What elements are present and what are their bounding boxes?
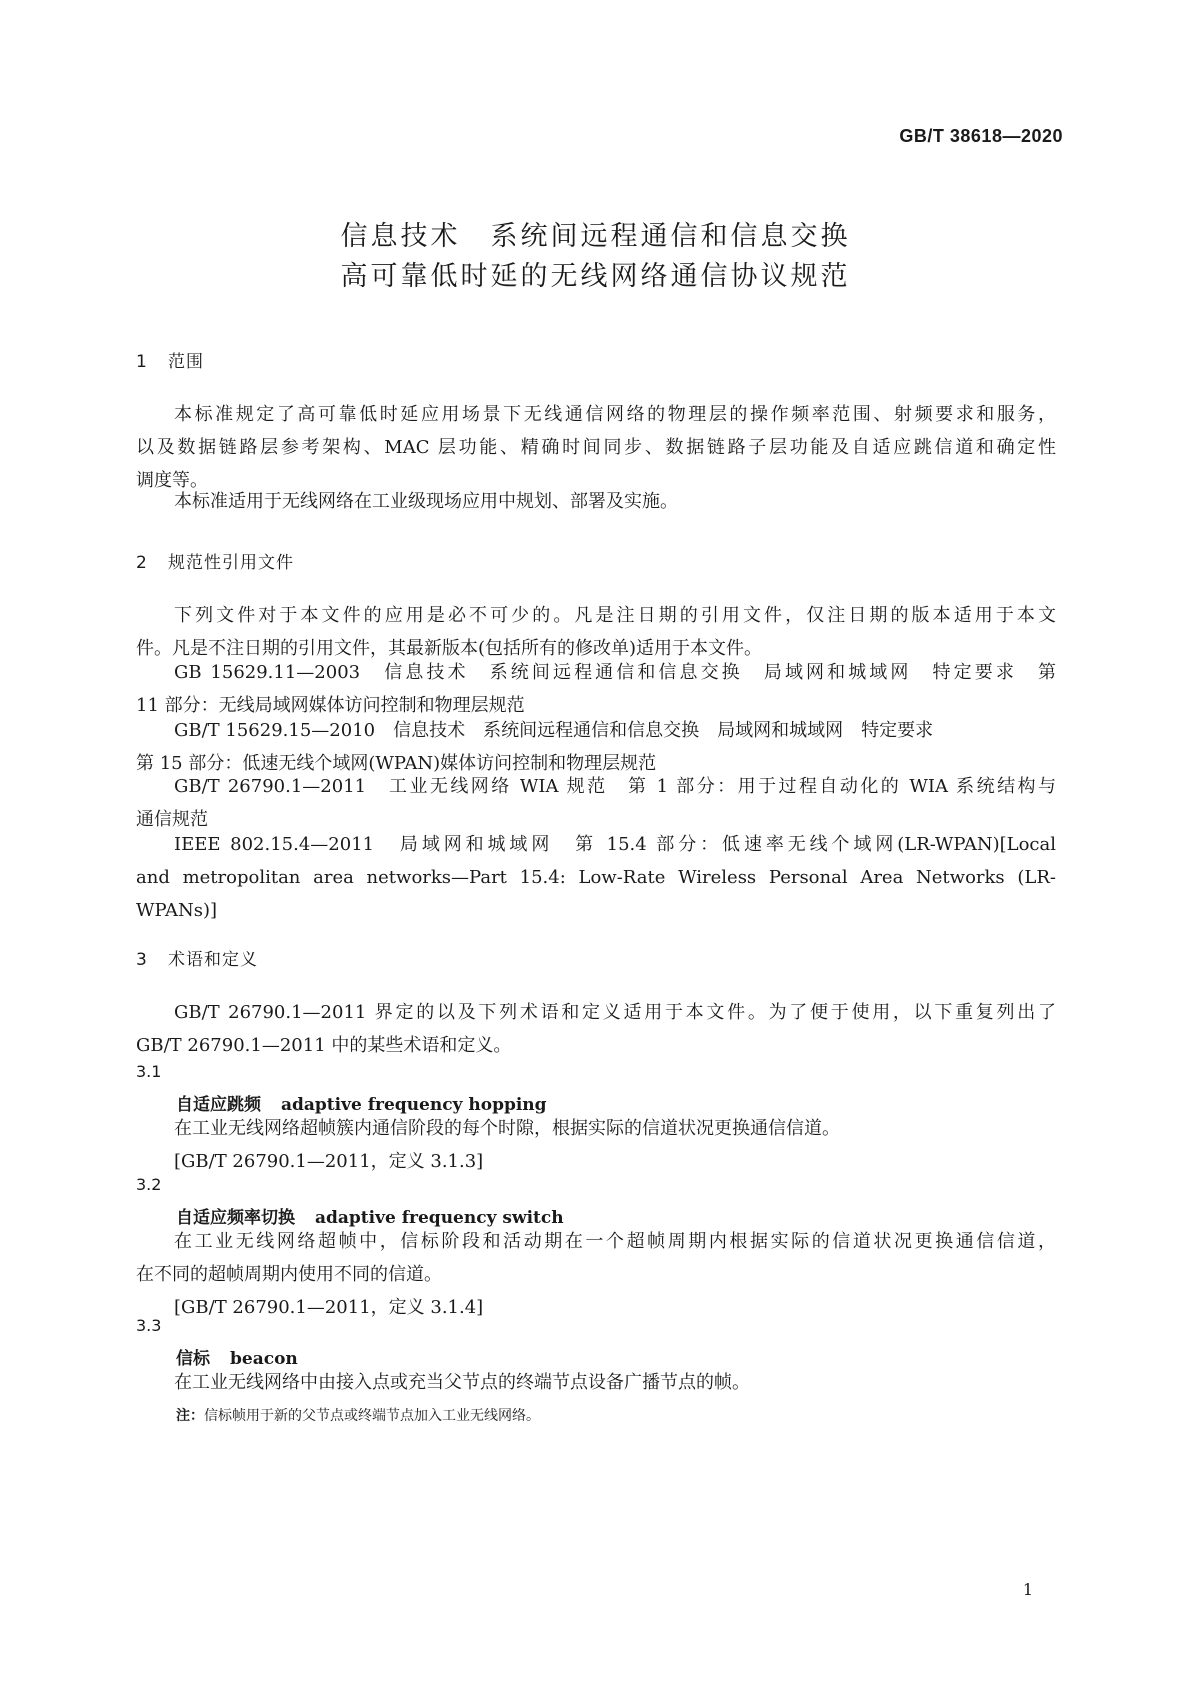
text-line: 第 15 部分：低速无线个域网(WPAN)媒体访问控制和物理层规范 <box>136 753 657 774</box>
text-line: 在不同的超帧周期内使用不同的信道。 <box>136 1264 442 1285</box>
section-title: 范围 <box>168 352 204 372</box>
section-3-heading <box>136 945 258 970</box>
reference-1 <box>136 656 1056 722</box>
text-line: GB 15629.11—2003 信息技术 系统间远程通信和信息交换 局域网和城域网 特定要求 第 <box>174 662 1056 683</box>
term-note <box>176 1405 540 1425</box>
text-line: 以及数据链路层参考架构、MAC 层功能、精确时间同步、数据链路子层功能及自适应跳信道和确定性 <box>136 437 1056 458</box>
section-number: 1 <box>136 352 148 372</box>
term-english: adaptive frequency hopping <box>281 1095 547 1115</box>
text-line: GB/T 26790.1—2011 界定的以及下列术语和定义适用于本文件。为了便于使用，以下重复列出了 <box>174 1002 1056 1023</box>
term-source: [GB/T 26790.1—2011，定义 3.1.4] <box>174 1297 484 1318</box>
term-definition <box>136 1112 1056 1178</box>
section-1-paragraph-2 <box>136 485 1056 518</box>
text-line: GB/T 15629.15—2010 信息技术 系统间远程通信和信息交换 局域网和城域网 特定要求 <box>174 720 934 741</box>
reference-4 <box>136 828 1056 927</box>
section-number: 3 <box>136 950 148 970</box>
section-3-intro <box>136 996 1056 1062</box>
text-line: 件。凡是不注日期的引用文件，其最新版本(包括所有的修改单)适用于本文件。 <box>136 638 763 659</box>
page-number: 1 <box>1022 1580 1033 1599</box>
text-line: 在工业无线网络超帧中，信标阶段和活动期在一个超帧周期内根据实际的信道状况更换通信信道， <box>174 1231 1056 1252</box>
term-chinese: 自适应跳频 <box>176 1095 261 1115</box>
text-line: IEEE 802.15.4—2011 局域网和城域网 第 15.4 部分：低速率无线个域网(LR-WPAN)[Local <box>174 834 1056 855</box>
section-1-paragraph-1 <box>136 398 1056 497</box>
text-line: 11 部分：无线局域网媒体访问控制和物理层规范 <box>136 695 525 716</box>
term-english: adaptive frequency switch <box>315 1208 564 1228</box>
section-title: 术语和定义 <box>168 950 258 970</box>
text-line: GB/T 26790.1—2011 工业无线网络 WIA 规范 第 1 部分：用于过程自动化的 WIA 系统结构与 <box>174 776 1056 797</box>
text-line: WPANs)] <box>136 900 217 921</box>
section-2-heading <box>136 548 294 573</box>
term-number: 3.3 <box>136 1316 162 1335</box>
text-line: 通信规范 <box>136 809 208 830</box>
standard-number: GB/T 38618—2020 <box>899 126 1063 146</box>
note-text: 信标帧用于新的父节点或终端节点加入工业无线网络。 <box>204 1408 540 1424</box>
text-line: 本标准规定了高可靠低时延应用场景下无线通信网络的物理层的操作频率范围、射频要求和服务， <box>174 404 1056 425</box>
term-english: beacon <box>230 1349 298 1369</box>
term-definition <box>136 1225 1056 1324</box>
term-chinese: 信标 <box>176 1349 210 1369</box>
title-line-1: 信息技术 系统间远程通信和信息交换 <box>340 221 851 252</box>
term-chinese: 自适应频率切换 <box>176 1208 295 1228</box>
text-line: 下列文件对于本文件的应用是必不可少的。凡是注日期的引用文件，仅注日期的版本适用于本文 <box>174 605 1056 626</box>
title-line-2: 高可靠低时延的无线网络通信协议规范 <box>340 261 851 292</box>
term-number: 3.2 <box>136 1175 162 1194</box>
text-line: 在工业无线网络中由接入点或充当父节点的终端节点设备广播节点的帧。 <box>174 1372 750 1393</box>
text-line: 本标准适用于无线网络在工业级现场应用中规划、部署及实施。 <box>174 491 678 512</box>
term-definition <box>136 1366 1056 1399</box>
term-number: 3.1 <box>136 1062 162 1081</box>
text-line: and metropolitan area networks—Part 15.4: Low-Rate Wireless Personal Area Networks (LR- <box>136 867 1056 888</box>
section-title: 规范性引用文件 <box>168 553 294 573</box>
section-number: 2 <box>136 553 148 573</box>
term-source: [GB/T 26790.1—2011，定义 3.1.3] <box>174 1151 484 1172</box>
section-1-heading <box>136 347 204 372</box>
text-line: 调度等。 <box>136 470 208 491</box>
note-label: 注： <box>176 1408 204 1424</box>
reference-3 <box>136 770 1056 836</box>
text-line: 在工业无线网络超帧簇内通信阶段的每个时隙，根据实际的信道状况更换通信信道。 <box>174 1118 840 1139</box>
text-line: GB/T 26790.1—2011 中的某些术语和定义。 <box>136 1035 512 1056</box>
